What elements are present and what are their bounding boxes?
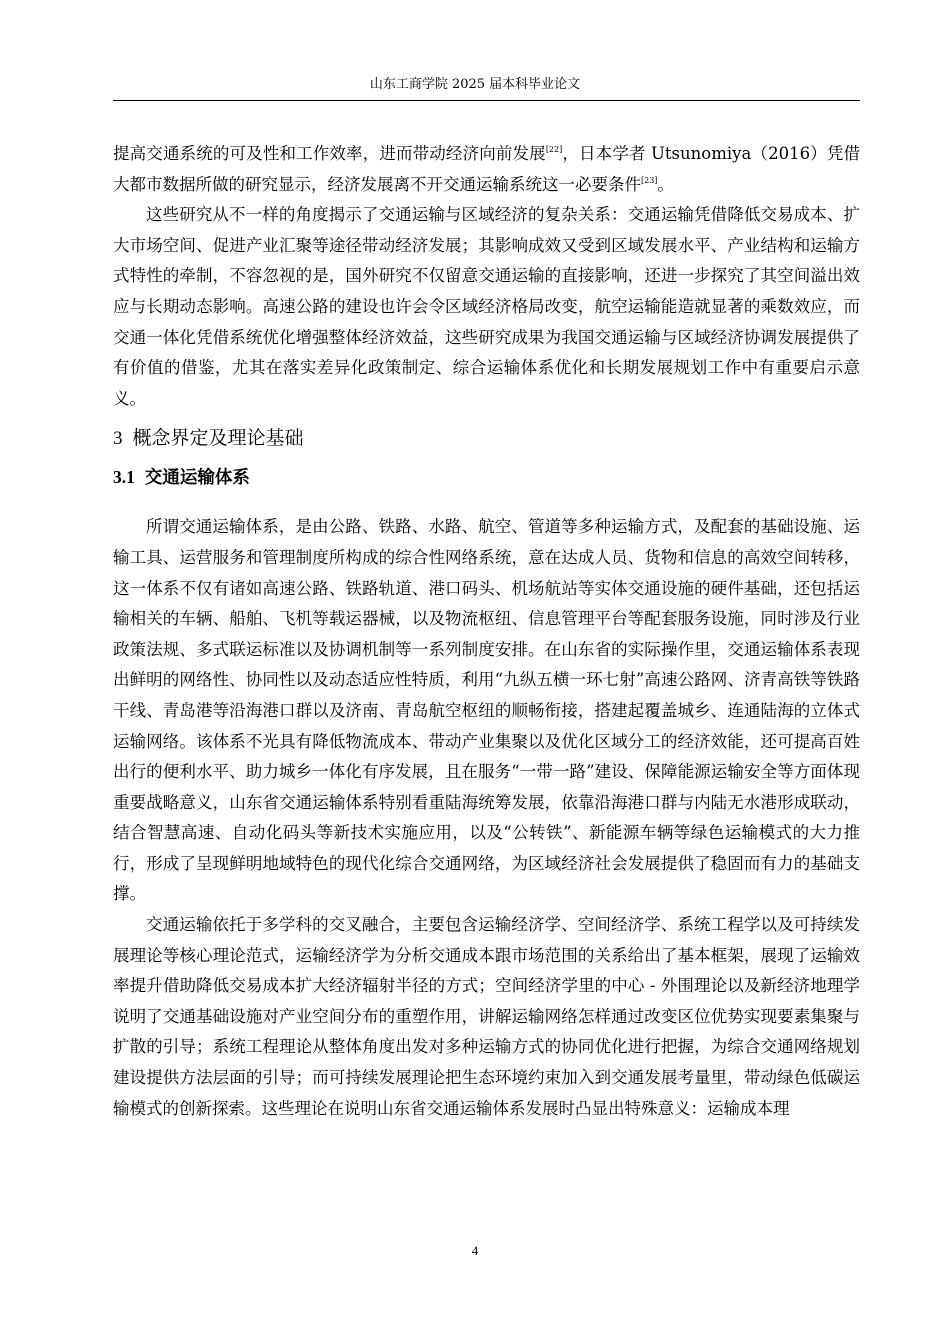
section-heading-3 (113, 422, 860, 462)
paragraph-text: 。 (657, 174, 674, 194)
section-number: 3 (113, 428, 123, 450)
section-title: 概念界定及理论基础 (132, 427, 304, 450)
page-number: 4 (471, 1243, 479, 1258)
citation-ref[interactable]: [23] (641, 175, 658, 185)
running-header: 山东工商学院 2025 届本科毕业论文 (369, 77, 581, 92)
paragraph-text: ，日本学者 Utsunomiya（2016）凭借大都市数据所做的研究显示，经济发展离不开交通运输系统这一必要条件 (113, 144, 861, 194)
citation-ref[interactable]: [22] (545, 145, 563, 154)
header-rule (113, 100, 860, 101)
subsection-title: 交通运输体系 (144, 468, 250, 489)
paragraph: 交通运输依托于多学科的交叉融合，主要包含运输经济学、空间经济学、系统工程学以及可持续发展理论等核心理论范式，运输经济学为分析交通成本跟市场范围的关系给出了基本框架，展现了运输效率提升借助降低交易成本扩大经济辐射半径的方式；空间经济学里的中心 - 外围理论以及新经济地理学说明了交通基础设施对产业空间分布的重塑作用，讲解运输网络怎样通过改变区位优势实现要素集聚与扩散的引导；系统工程理论从整体角度出发对多种运输方式的协同优化进行把握，为综合交通网络规划建设提供方法层面的引导；而可持续发展理论把生态环境约束加入到交通发展考量里，带动绿色低碳运输模式的创新探索。这些理论在说明山东省交通运输体系发展时凸显出特殊意义：运输成本理 (113, 915, 860, 1118)
page-body (113, 139, 860, 1124)
subsection-heading-3-1 (113, 462, 860, 512)
paragraph: 这些研究从不一样的角度揭示了交通运输与区域经济的复杂关系：交通运输凭借降低交易成本、扩大市场空间、促进产业汇聚等途径带动经济发展；其影响成效又受到区域发展水平、产业结构和运输方式特性的牵制，不容忽视的是，国外研究不仅留意交通运输的直接影响，还进一步探究了其空间溢出效应与长期动态影响。高速公路的建设也许会令区域经济格局改变，航空运输能造就显著的乘数效应，而交通一体化凭借系统优化增强整体经济效益，这些研究成果为我国交通运输与区域经济协调发展提供了有价值的借鉴，尤其在落实差异化政策制定、综合运输体系优化和长期发展规划工作中有重要启示意义。 (113, 205, 860, 408)
paragraph-continued (113, 139, 860, 200)
subsection-number: 3.1 (113, 467, 135, 488)
paragraph: 所谓交通运输体系，是由公路、铁路、水路、航空、管道等多种运输方式，及配套的基础设施、运输工具、运营服务和管理制度所构成的综合性网络系统，意在达成人员、货物和信息的高效空间转移，这一体系不仅有诸如高速公路、铁路轨道、港口码头、机场航站等实体交通设施的硬件基础，还包括运输相关的车辆、船舶、飞机等载运器械，以及物流枢纽、信息管理平台等配套服务设施，同时涉及行业政策法规、多式联运标准以及协调机制等一系列制度安排。在山东省的实际操作里，交通运输体系表现出鲜明的网络性、协同性以及动态适应性特质，利用“九纵五横一环七射”高速公路网、济青高铁等铁路干线、青岛港等沿海港口群以及济南、青岛航空枢纽的顺畅衔接，搭建起覆盖城乡、连通陆海的立体式运输网络。该体系不光具有降低物流成本、带动产业集聚以及优化区域分工的经济效能，还可提高百姓出行的便利水平、助力城乡一体化有序发展，且在服务“一带一路”建设、保障能源运输安全等方面体现重要战略意义，山东省交通运输体系特别看重陆海统筹发展，依靠沿海港口群与内陆无水港形成联动，结合智慧高速、自动化码头等新技术实施应用，以及“公转铁”、新能源车辆等绿色运输模式的大力推行，形成了呈现鲜明地域特色的现代化综合交通网络，为区域经济社会发展提供了稳固而有力的基础支撑。 (113, 517, 860, 904)
paragraph-text: 提高交通系统的可及性和工作效率，进而带动经济向前发展 (113, 144, 546, 163)
